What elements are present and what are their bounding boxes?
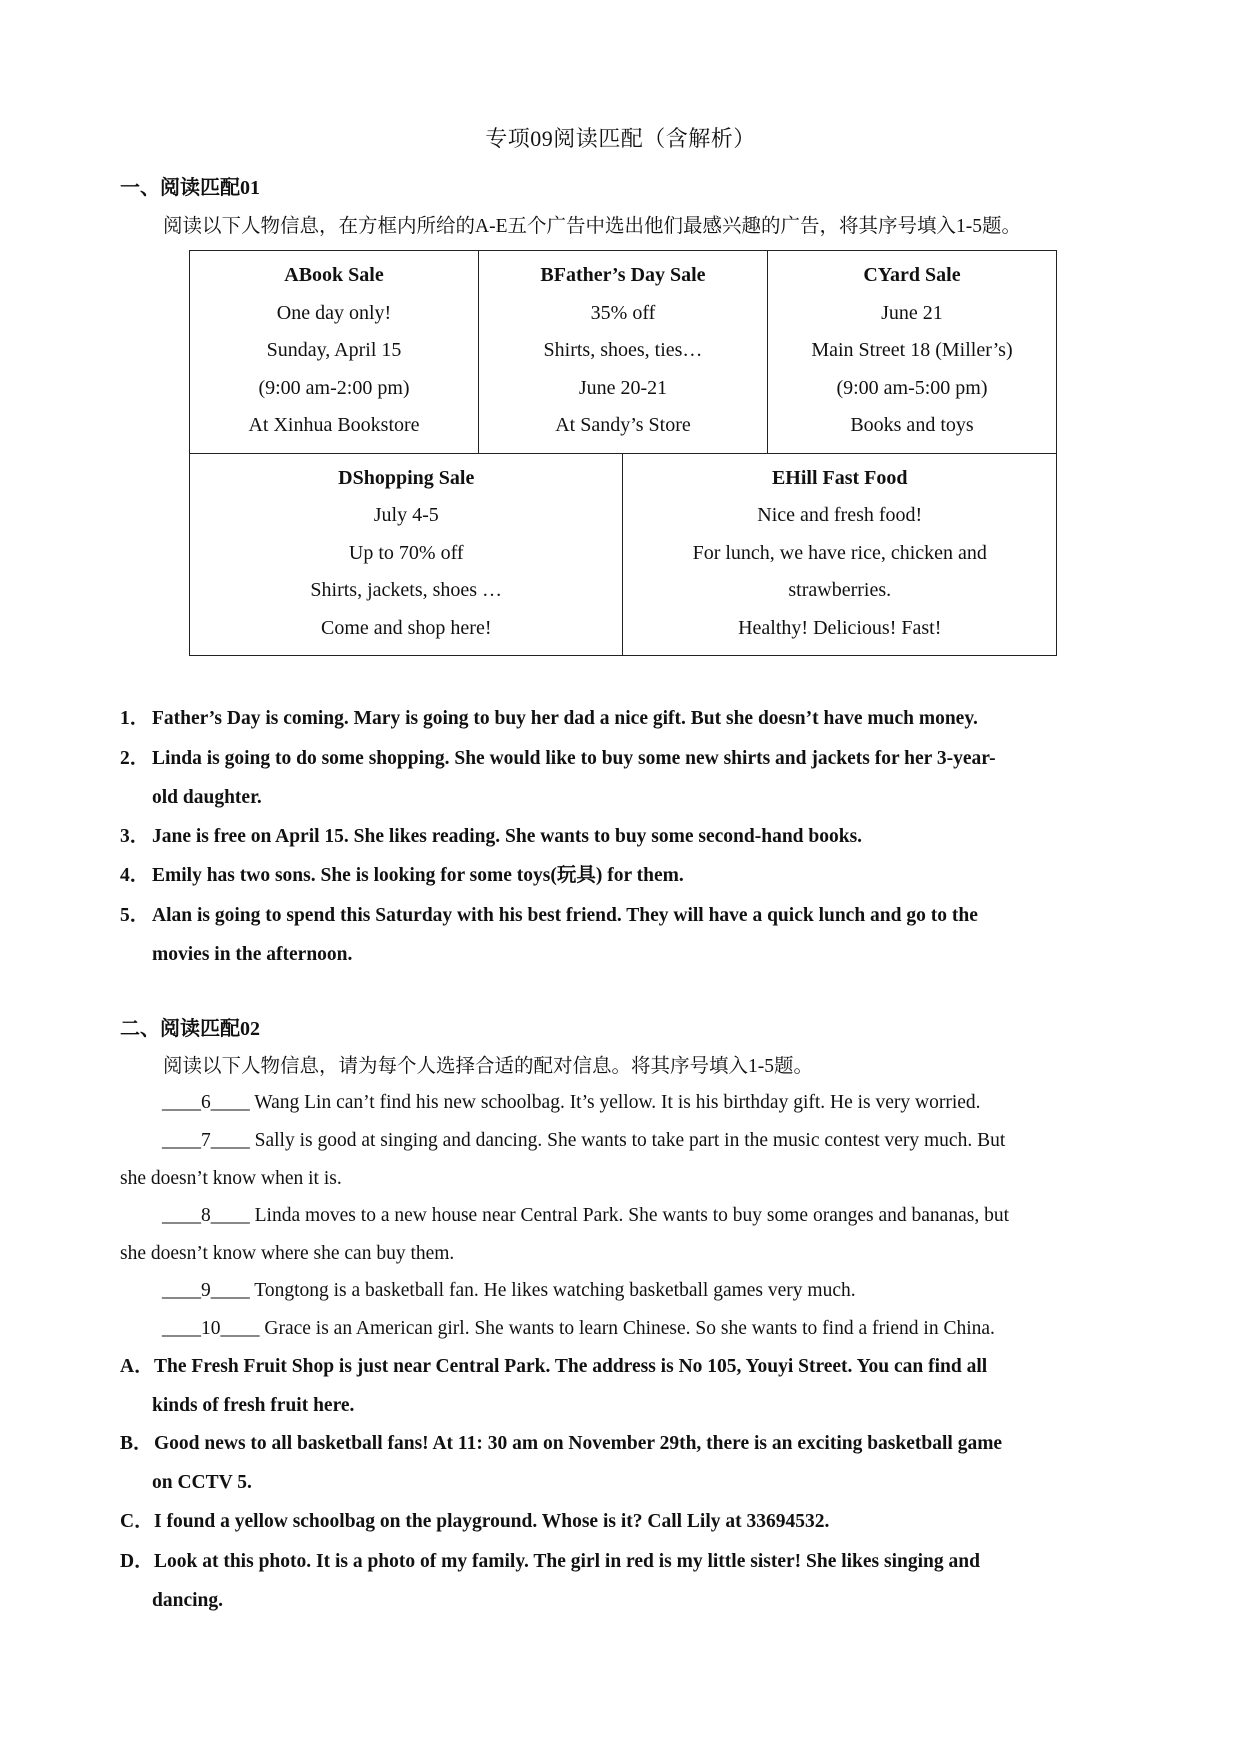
page-title: 专项09阅读匹配（含解析） bbox=[485, 126, 756, 151]
option-text: Look at this photo. It is a photo of my family. The girl in red is my little sister! She likes singing and bbox=[154, 1551, 980, 1572]
section2-instruction: 阅读以下人物信息，请为每个人选择合适的配对信息。将其序号填入1-5题。 bbox=[163, 1056, 813, 1077]
item-text: Tongtong is a basketball fan. He likes watching basketball games very much. bbox=[249, 1280, 856, 1301]
ad-c-line: (9:00 am-5:00 pm) bbox=[836, 376, 988, 399]
answer-blank[interactable]: ____6____ bbox=[162, 1092, 250, 1113]
matching-item-7 bbox=[120, 1122, 1120, 1197]
ad-e-line: Healthy! Delicious! Fast! bbox=[738, 616, 942, 639]
ad-e-line: strawberries. bbox=[788, 579, 892, 601]
question-text-continued: old daughter. bbox=[152, 786, 262, 808]
ad-c bbox=[767, 251, 1056, 454]
question-text: Linda is going to do some shopping. She would like to buy some new shirts and jackets for her 3-year- bbox=[152, 748, 996, 769]
ad-e-title: EHill Fast Food bbox=[771, 466, 908, 489]
answer-blank[interactable]: ____8____ bbox=[162, 1205, 250, 1226]
ad-b-line: 35% off bbox=[590, 301, 656, 324]
question-number: 3． bbox=[120, 826, 150, 847]
matching-item-9 bbox=[120, 1272, 1120, 1310]
ad-a-line: One day only! bbox=[276, 301, 392, 324]
question-text: Alan is going to spend this Saturday with his best friend. They will have a quick lunch and go to the bbox=[152, 905, 978, 926]
question-2 bbox=[120, 740, 1110, 817]
section1-heading: 一、阅读匹配01 bbox=[120, 177, 260, 199]
ad-e-line: Nice and fresh food! bbox=[757, 504, 923, 526]
item-text: Linda moves to a new house near Central Park. She wants to buy some oranges and bananas, but bbox=[249, 1205, 1009, 1226]
item-text: Wang Lin can’t find his new schoolbag. It’s yellow. It is his birthday gift. He is very worried. bbox=[249, 1092, 981, 1113]
option-letter: B． bbox=[120, 1433, 153, 1454]
option-d bbox=[120, 1543, 1120, 1620]
question-text-continued: movies in the afternoon. bbox=[152, 943, 353, 965]
option-text: The Fresh Fruit Shop is just near Central Park. The address is No 105, Youyi Street. You can find all bbox=[154, 1356, 988, 1377]
item-text-continued: she doesn’t know when it is. bbox=[120, 1167, 342, 1189]
ad-b-line: At Sandy’s Store bbox=[555, 414, 691, 436]
question-text: Father’s Day is coming. Mary is going to buy her dad a nice gift. But she doesn’t have much money. bbox=[152, 708, 978, 729]
section1-instruction: 阅读以下人物信息，在方框内所给的A-E五个广告中选出他们最感兴趣的广告，将其序号填入1-5题。 bbox=[163, 216, 1021, 237]
question-5 bbox=[120, 897, 1110, 974]
ad-d-line: July 4-5 bbox=[373, 504, 439, 526]
answer-blank[interactable]: ____7____ bbox=[162, 1130, 250, 1151]
option-b bbox=[120, 1425, 1120, 1502]
ad-a-line: Sunday, April 15 bbox=[266, 339, 402, 361]
ad-a-title: ABook Sale bbox=[284, 264, 384, 286]
ad-b bbox=[479, 251, 768, 454]
ad-b-title: BFather’s Day Sale bbox=[540, 264, 706, 286]
answer-blank[interactable]: ____10____ bbox=[162, 1318, 260, 1339]
option-text: I found a yellow schoolbag on the playground. Whose is it? Call Lily at 33694532. bbox=[154, 1511, 830, 1532]
ad-d-line: Up to 70% off bbox=[348, 541, 464, 564]
ad-e-line: For lunch, we have rice, chicken and bbox=[692, 541, 987, 564]
item-text: Grace is an American girl. She wants to learn Chinese. So she wants to find a friend in China. bbox=[259, 1318, 995, 1339]
option-text: Good news to all basketball fans! At 11: 30 am on November 29th, there is an exciting basketball game bbox=[154, 1433, 1003, 1454]
ad-c-line: Main Street 18 (Miller’s) bbox=[811, 339, 1013, 361]
question-number: 4． bbox=[120, 865, 150, 886]
option-text-continued: dancing. bbox=[152, 1589, 223, 1611]
section2-heading: 二、阅读匹配02 bbox=[120, 1018, 260, 1040]
item-text: Sally is good at singing and dancing. She wants to take part in the music contest very much. But bbox=[249, 1130, 1006, 1151]
matching-item-6 bbox=[120, 1084, 1120, 1122]
question-number: 1． bbox=[120, 708, 150, 729]
question-3 bbox=[120, 818, 1110, 857]
question-number: 5． bbox=[120, 905, 150, 926]
ad-b-line: June 20-21 bbox=[578, 376, 668, 399]
option-letter: A． bbox=[120, 1356, 154, 1377]
answer-blank[interactable]: ____9____ bbox=[162, 1280, 250, 1301]
ad-a-line: At Xinhua Bookstore bbox=[248, 414, 420, 436]
ad-d-line: Shirts, jackets, shoes … bbox=[310, 579, 503, 601]
item-text-continued: she doesn’t know where she can buy them. bbox=[120, 1242, 455, 1264]
matching-item-8 bbox=[120, 1197, 1120, 1272]
ad-e bbox=[623, 453, 1057, 656]
ad-d bbox=[190, 453, 623, 656]
ads-table bbox=[189, 250, 1057, 656]
option-text-continued: on CCTV 5. bbox=[152, 1471, 252, 1493]
ad-a-line: (9:00 am-2:00 pm) bbox=[258, 376, 410, 399]
option-c bbox=[120, 1503, 1120, 1542]
question-1 bbox=[120, 700, 1110, 739]
ad-d-title: DShopping Sale bbox=[338, 466, 475, 489]
matching-item-10 bbox=[120, 1310, 1120, 1348]
option-letter: C． bbox=[120, 1511, 154, 1532]
ad-c-line: Books and toys bbox=[850, 414, 974, 436]
question-text: Emily has two sons. She is looking for some toys(玩具) for them. bbox=[152, 865, 684, 886]
option-letter: D． bbox=[120, 1551, 154, 1572]
ad-a bbox=[190, 251, 479, 454]
ad-c-line: June 21 bbox=[881, 301, 943, 324]
ad-b-line: Shirts, shoes, ties… bbox=[543, 339, 703, 361]
ad-c-title: CYard Sale bbox=[863, 264, 961, 286]
question-text: Jane is free on April 15. She likes reading. She wants to buy some second-hand books. bbox=[152, 826, 863, 847]
question-number: 2． bbox=[120, 748, 150, 769]
ad-d-line: Come and shop here! bbox=[320, 616, 492, 639]
option-a bbox=[120, 1348, 1120, 1425]
option-text-continued: kinds of fresh fruit here. bbox=[152, 1394, 355, 1416]
question-4 bbox=[120, 857, 1110, 896]
